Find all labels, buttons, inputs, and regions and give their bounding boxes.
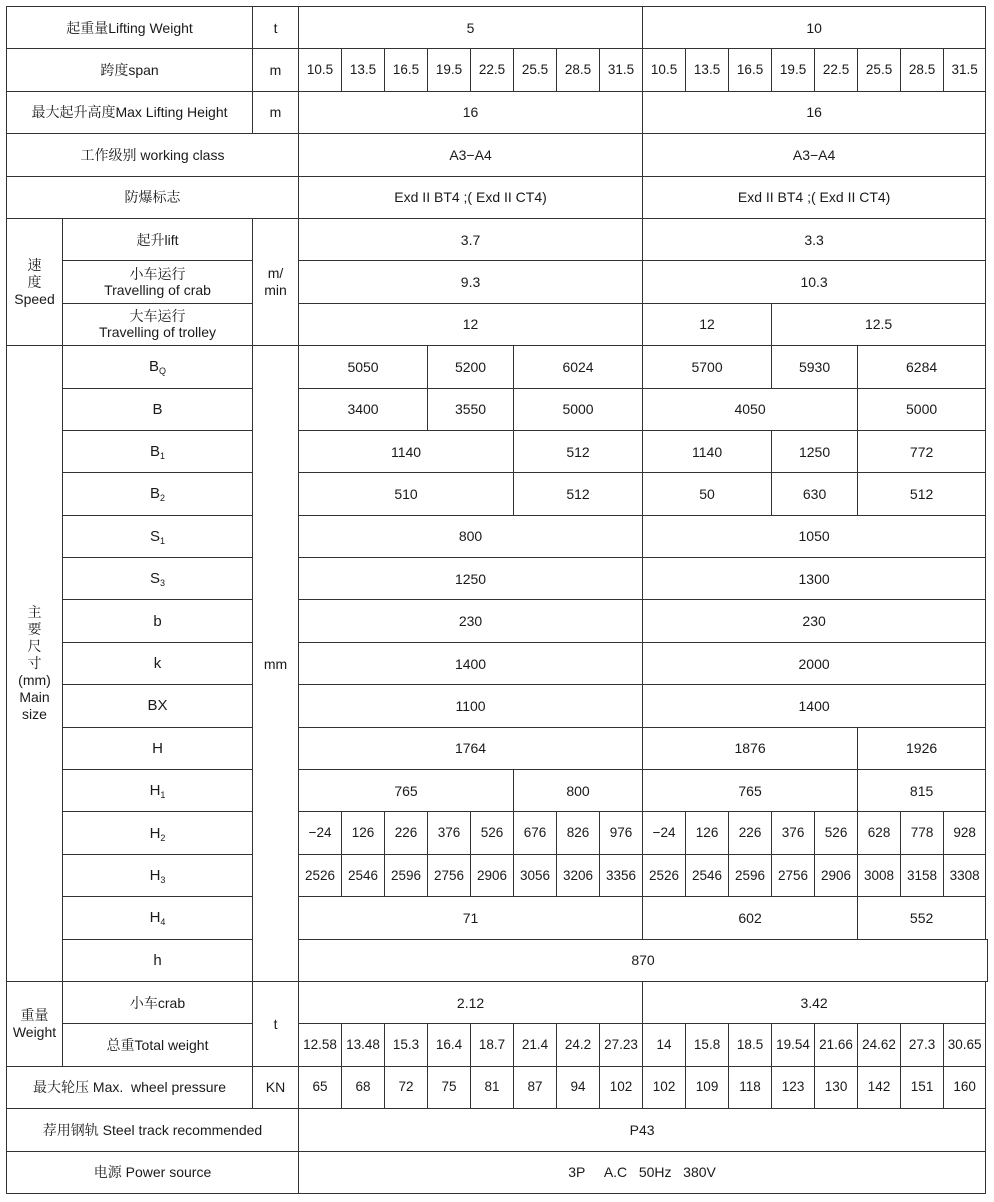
dim-value: 1100 xyxy=(299,685,643,727)
wheel-pressure-label: 最大轮压 Max. wheel pressure xyxy=(7,1066,253,1108)
total-weight-cell: 18.5 xyxy=(729,1024,772,1066)
dim-label-b: b xyxy=(63,600,253,642)
row-power-source xyxy=(7,1151,988,1193)
span-cell: 31.5 xyxy=(944,49,986,91)
dim-value: 6024 xyxy=(514,346,643,388)
trolley-speed-5t: 12 xyxy=(299,303,643,345)
dim-label-B: B xyxy=(63,388,253,430)
dim-value: 976 xyxy=(600,812,643,854)
lift-speed-10t: 3.3 xyxy=(643,218,986,260)
span-cell: 19.5 xyxy=(772,49,815,91)
dim-value: 5930 xyxy=(772,346,858,388)
dim-value: 126 xyxy=(686,812,729,854)
lifting-weight-label: 起重量Lifting Weight xyxy=(7,7,253,49)
span-cell: 10.5 xyxy=(299,49,342,91)
dim-value: 526 xyxy=(471,812,514,854)
span-cell: 10.5 xyxy=(643,49,686,91)
trolley-travel-label-en: Travelling of trolley xyxy=(99,324,216,341)
row-dim-BX xyxy=(7,685,988,727)
dim-value: 676 xyxy=(514,812,557,854)
steel-track-label: 荐用钢轨 Steel track recommended xyxy=(7,1109,299,1151)
wheel-pressure-cell: 75 xyxy=(428,1066,471,1108)
trolley-speed-10t-b: 12.5 xyxy=(772,303,986,345)
lifting-weight-5t: 5 xyxy=(299,7,643,49)
working-class-5t: A3−A4 xyxy=(299,134,643,176)
dim-value: 2906 xyxy=(471,854,514,896)
dim-value: 126 xyxy=(342,812,385,854)
crab-weight-5t: 2.12 xyxy=(299,981,643,1023)
trolley-travel-label xyxy=(63,303,253,345)
crab-speed-5t: 9.3 xyxy=(299,261,643,303)
row-dim-H2 xyxy=(7,812,988,854)
dim-value: 826 xyxy=(557,812,600,854)
dim-value: 1400 xyxy=(299,642,643,684)
dim-value: 1050 xyxy=(643,515,986,557)
wheel-pressure-cell: 118 xyxy=(729,1066,772,1108)
dim-value: 765 xyxy=(299,770,514,812)
wheel-pressure-cell: 102 xyxy=(600,1066,643,1108)
dim-value: 512 xyxy=(514,473,643,515)
max-height-5t: 16 xyxy=(299,91,643,133)
row-dim-S3 xyxy=(7,558,988,600)
dim-value: 815 xyxy=(858,770,986,812)
lifting-weight-10t: 10 xyxy=(643,7,986,49)
dim-label-H4: $H_4$ xyxy=(63,897,253,939)
max-height-unit: m xyxy=(253,91,299,133)
crab-travel-label-en: Travelling of crab xyxy=(104,282,211,299)
dim-value: 3308 xyxy=(944,854,986,896)
total-weight-cell: 16.4 xyxy=(428,1024,471,1066)
dim-value: 50 xyxy=(643,473,772,515)
row-dim-B2 xyxy=(7,473,988,515)
row-dim-h xyxy=(7,939,988,981)
total-weight-cell: 14 xyxy=(643,1024,686,1066)
dim-value: 226 xyxy=(729,812,772,854)
dim-value: 1876 xyxy=(643,727,858,769)
dim-value: 2546 xyxy=(686,854,729,896)
dim-value: 512 xyxy=(858,473,986,515)
dim-label-BX: BX xyxy=(63,685,253,727)
wheel-pressure-cell: 94 xyxy=(557,1066,600,1108)
total-weight-cell: 30.65 xyxy=(944,1024,986,1066)
explosion-mark-label: 防爆标志 xyxy=(7,176,299,218)
dim-value: 3008 xyxy=(858,854,901,896)
row-lift-speed xyxy=(7,218,988,260)
dim-value: 800 xyxy=(299,515,643,557)
dim-value: 5050 xyxy=(299,346,428,388)
row-span xyxy=(7,49,988,91)
span-cell: 19.5 xyxy=(428,49,471,91)
dim-label-B1: $B_1$ xyxy=(63,430,253,472)
total-weight-cell: 24.62 xyxy=(858,1024,901,1066)
dim-value: 2906 xyxy=(815,854,858,896)
power-source-label: 电源 Power source xyxy=(7,1151,299,1193)
row-dim-H xyxy=(7,727,988,769)
dim-value: 376 xyxy=(428,812,471,854)
span-cell: 22.5 xyxy=(815,49,858,91)
dim-value: 2526 xyxy=(299,854,342,896)
span-label: 跨度span xyxy=(7,49,253,91)
dim-label-BQ: $B_Q$ xyxy=(63,346,253,388)
crab-weight-label: 小车crab xyxy=(63,981,253,1023)
total-weight-cell: 19.54 xyxy=(772,1024,815,1066)
wheel-pressure-cell: 151 xyxy=(901,1066,944,1108)
max-height-label: 最大起升高度Max Lifting Height xyxy=(7,91,253,133)
dim-value: 3356 xyxy=(600,854,643,896)
explosion-mark-10t: Exd II BT4 ;( Exd II CT4) xyxy=(643,176,986,218)
row-trolley-speed xyxy=(7,303,988,345)
wheel-pressure-cell: 81 xyxy=(471,1066,514,1108)
dim-value: 778 xyxy=(901,812,944,854)
wheel-pressure-cell: 72 xyxy=(385,1066,428,1108)
weight-unit: t xyxy=(253,981,299,1066)
dim-value: 5700 xyxy=(643,346,772,388)
wheel-pressure-cell: 65 xyxy=(299,1066,342,1108)
dim-value: 3550 xyxy=(428,388,514,430)
dim-value: 5200 xyxy=(428,346,514,388)
speed-group-label: 速 度 Speed xyxy=(7,218,63,345)
span-unit: m xyxy=(253,49,299,91)
wheel-pressure-cell: 123 xyxy=(772,1066,815,1108)
row-wheel-pressure xyxy=(7,1066,988,1108)
specification-table xyxy=(6,6,988,1194)
span-cell: 28.5 xyxy=(901,49,944,91)
row-dim-B xyxy=(7,388,988,430)
row-dim-b xyxy=(7,600,988,642)
dim-value: 1926 xyxy=(858,727,986,769)
dim-value: 1250 xyxy=(299,558,643,600)
dim-label-S3: $S_3$ xyxy=(63,558,253,600)
main-size-group-label: 主 要 尺 寸 (mm) Main size xyxy=(7,346,63,982)
dim-value: 230 xyxy=(299,600,643,642)
total-weight-cell: 13.48 xyxy=(342,1024,385,1066)
dim-value: 2596 xyxy=(385,854,428,896)
dim-label-S1: $S_1$ xyxy=(63,515,253,557)
main-size-unit: mm xyxy=(253,346,299,982)
dim-value: 71 xyxy=(299,897,643,939)
wheel-pressure-unit: KN xyxy=(253,1066,299,1108)
explosion-mark-5t: Exd II BT4 ;( Exd II CT4) xyxy=(299,176,643,218)
row-explosion-mark xyxy=(7,176,988,218)
span-cell: 22.5 xyxy=(471,49,514,91)
dim-value: 4050 xyxy=(643,388,858,430)
dim-label-B2: $B_2$ xyxy=(63,473,253,515)
dim-value: 5000 xyxy=(858,388,986,430)
row-dim-H4 xyxy=(7,897,988,939)
total-weight-cell: 15.3 xyxy=(385,1024,428,1066)
wheel-pressure-cell: 160 xyxy=(944,1066,986,1108)
dim-value: 510 xyxy=(299,473,514,515)
row-total-weight xyxy=(7,1024,988,1066)
dim-label-H: H xyxy=(63,727,253,769)
dim-value: 928 xyxy=(944,812,986,854)
wheel-pressure-cell: 87 xyxy=(514,1066,557,1108)
row-dim-H3 xyxy=(7,854,988,896)
total-weight-cell: 18.7 xyxy=(471,1024,514,1066)
span-cell: 25.5 xyxy=(514,49,557,91)
lift-speed-5t: 3.7 xyxy=(299,218,643,260)
working-class-10t: A3−A4 xyxy=(643,134,986,176)
dim-value: 870 xyxy=(299,939,988,981)
span-cell: 13.5 xyxy=(686,49,729,91)
row-dim-B1 xyxy=(7,430,988,472)
span-cell: 31.5 xyxy=(600,49,643,91)
dim-value: 230 xyxy=(643,600,986,642)
dim-value: 2000 xyxy=(643,642,986,684)
lifting-weight-unit: t xyxy=(253,7,299,49)
dim-label-H1: $H_1$ xyxy=(63,770,253,812)
dim-value: 552 xyxy=(858,897,986,939)
dim-value: 2756 xyxy=(428,854,471,896)
speed-unit: m/ min xyxy=(253,218,299,345)
dim-value: 630 xyxy=(772,473,858,515)
dim-value: 526 xyxy=(815,812,858,854)
dim-value: 602 xyxy=(643,897,858,939)
row-lifting-weight xyxy=(7,7,988,49)
dim-value: 3056 xyxy=(514,854,557,896)
dim-value: 5000 xyxy=(514,388,643,430)
total-weight-cell: 21.66 xyxy=(815,1024,858,1066)
dim-value: 2756 xyxy=(772,854,815,896)
trolley-speed-10t-a: 12 xyxy=(643,303,772,345)
power-source-value: 3P A.C 50Hz 380V xyxy=(299,1151,986,1193)
dim-value: 376 xyxy=(772,812,815,854)
span-cell: 13.5 xyxy=(342,49,385,91)
total-weight-cell: 15.8 xyxy=(686,1024,729,1066)
wheel-pressure-cell: 68 xyxy=(342,1066,385,1108)
row-dim-k xyxy=(7,642,988,684)
dim-value: 800 xyxy=(514,770,643,812)
dim-label-H2: $H_2$ xyxy=(63,812,253,854)
total-weight-cell: 21.4 xyxy=(514,1024,557,1066)
row-dim-S1 xyxy=(7,515,988,557)
dim-value: 772 xyxy=(858,430,986,472)
row-steel-track xyxy=(7,1109,988,1151)
total-weight-cell: 27.3 xyxy=(901,1024,944,1066)
dim-value: 1764 xyxy=(299,727,643,769)
dim-value: 765 xyxy=(643,770,858,812)
span-cell: 16.5 xyxy=(385,49,428,91)
row-working-class xyxy=(7,134,988,176)
wheel-pressure-cell: 102 xyxy=(643,1066,686,1108)
crab-travel-label-cn: 小车运行 xyxy=(129,266,186,283)
lift-speed-label: 起升lift xyxy=(63,218,253,260)
wheel-pressure-cell: 109 xyxy=(686,1066,729,1108)
dim-label-H3: $H_3$ xyxy=(63,854,253,896)
dim-value: 512 xyxy=(514,430,643,472)
dim-value: 2526 xyxy=(643,854,686,896)
dim-value: 1140 xyxy=(299,430,514,472)
total-weight-cell: 27.23 xyxy=(600,1024,643,1066)
max-height-10t: 16 xyxy=(643,91,986,133)
dim-value: −24 xyxy=(643,812,686,854)
crab-travel-label xyxy=(63,261,253,303)
total-weight-cell: 12.58 xyxy=(299,1024,342,1066)
span-cell: 25.5 xyxy=(858,49,901,91)
crab-speed-10t: 10.3 xyxy=(643,261,986,303)
span-cell: 16.5 xyxy=(729,49,772,91)
row-crab-speed xyxy=(7,261,988,303)
dim-value: 2546 xyxy=(342,854,385,896)
weight-group-label: 重量 Weight xyxy=(7,981,63,1066)
dim-value: 1300 xyxy=(643,558,986,600)
trolley-travel-label-cn: 大车运行 xyxy=(129,308,186,325)
wheel-pressure-cell: 142 xyxy=(858,1066,901,1108)
row-max-height xyxy=(7,91,988,133)
crab-weight-10t: 3.42 xyxy=(643,981,986,1023)
dim-value: 2596 xyxy=(729,854,772,896)
total-weight-label: 总重Total weight xyxy=(63,1024,253,1066)
dim-value: 1400 xyxy=(643,685,986,727)
dim-value: 3158 xyxy=(901,854,944,896)
total-weight-cell: 24.2 xyxy=(557,1024,600,1066)
wheel-pressure-cell: 130 xyxy=(815,1066,858,1108)
steel-track-value: P43 xyxy=(299,1109,986,1151)
dim-label-k: k xyxy=(63,642,253,684)
dim-value: −24 xyxy=(299,812,342,854)
span-cell: 28.5 xyxy=(557,49,600,91)
dim-value: 3400 xyxy=(299,388,428,430)
row-dim-BQ xyxy=(7,346,988,388)
dim-value: 628 xyxy=(858,812,901,854)
dim-value: 1250 xyxy=(772,430,858,472)
dim-value: 226 xyxy=(385,812,428,854)
row-crab-weight xyxy=(7,981,988,1023)
working-class-label: 工作级别 working class xyxy=(7,134,299,176)
dim-label-h: h xyxy=(63,939,253,981)
dim-value: 6284 xyxy=(858,346,986,388)
row-dim-H1 xyxy=(7,770,988,812)
dim-value: 1140 xyxy=(643,430,772,472)
dim-value: 3206 xyxy=(557,854,600,896)
